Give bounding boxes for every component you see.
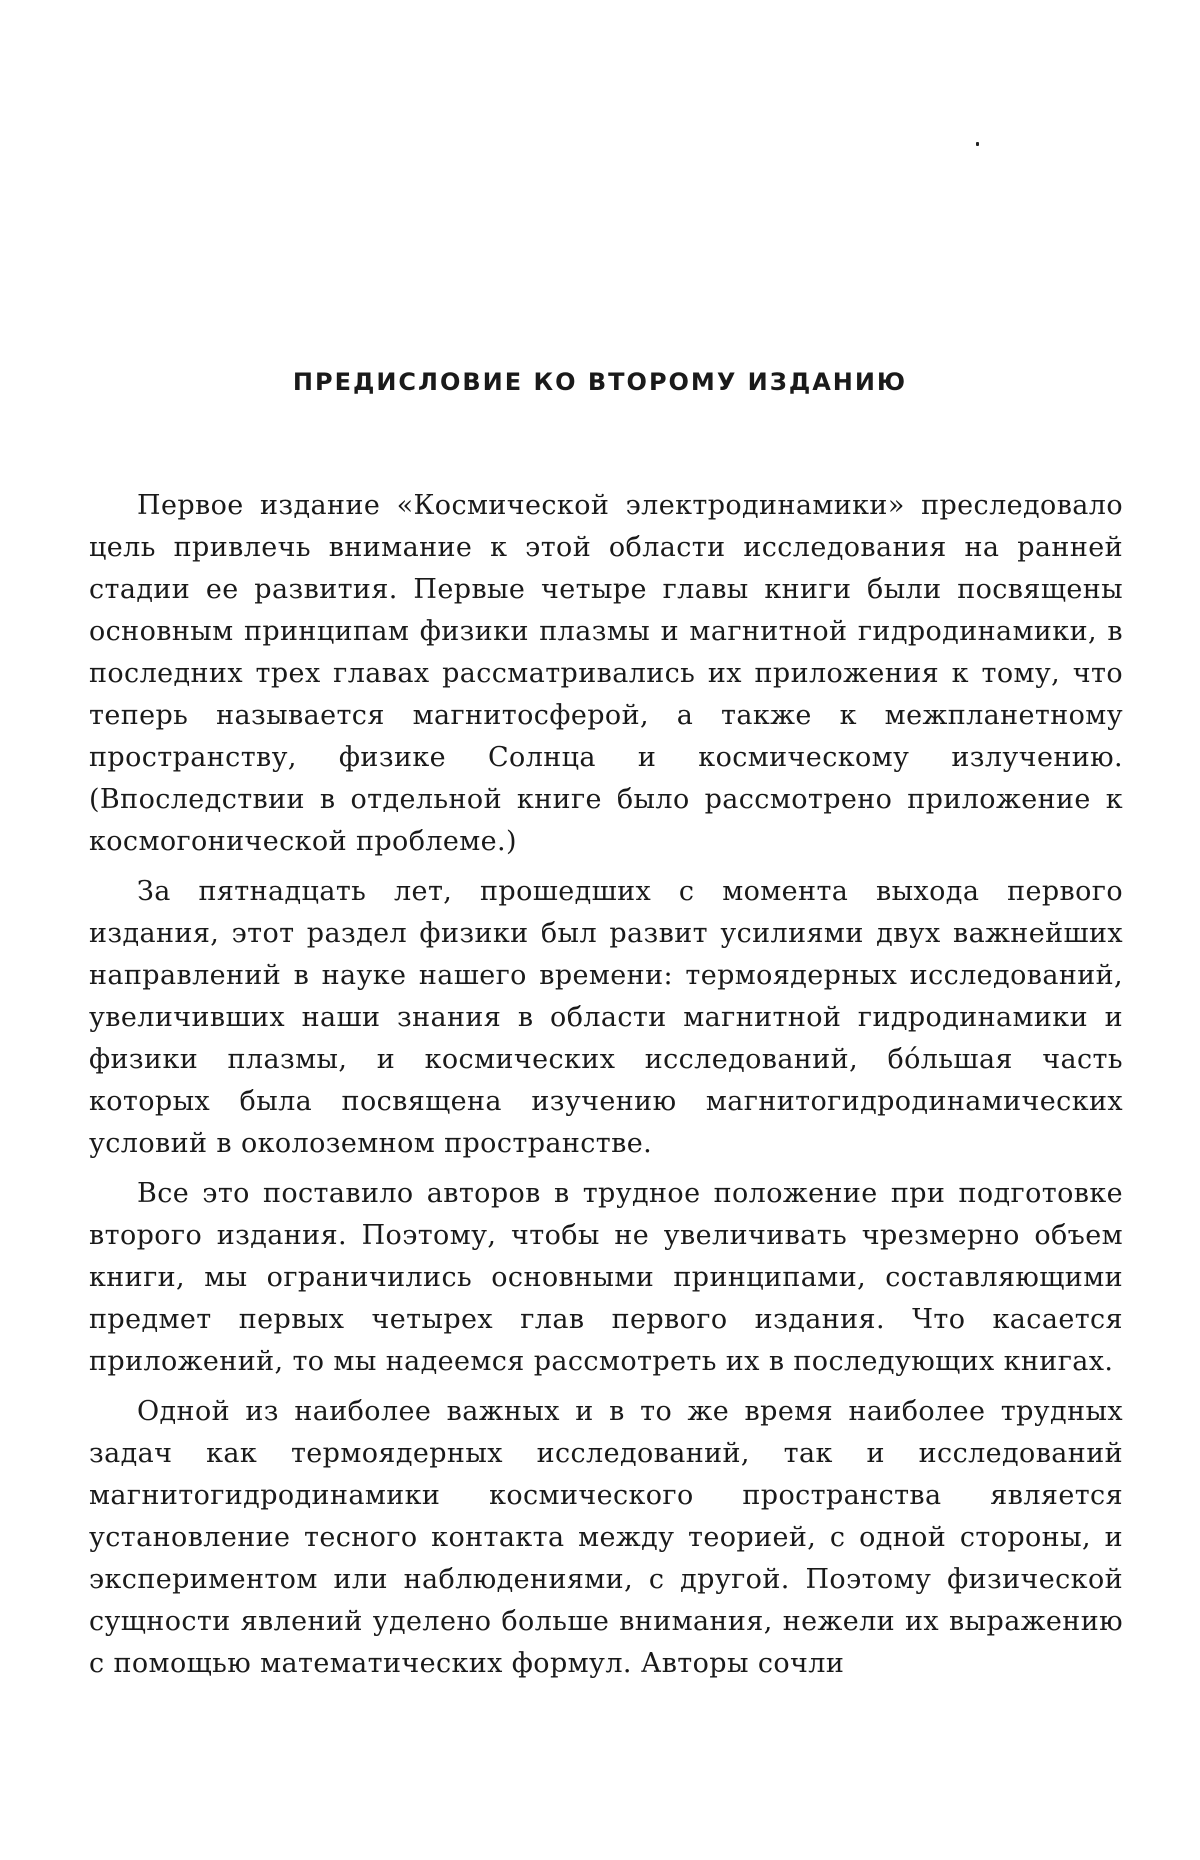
paragraph-4: Одной из наиболее важных и в то же время наиболее трудных задач как термоядерных исследований, так и исследований магнитогидродинамики космического пространства является установление тесного контакта между теорией, с одной стороны, и экспериментом или наблюдениями, с другой. Поэтому физической сущности явлений уделено больше внимания, нежели их выражению с помощью математических формул. Авторы сочли [89, 1396, 1123, 1679]
paragraph-3: Все это поставило авторов в трудное положение при подготовке второго издания. Поэтому, чтобы не увеличивать чрезмерно объем книги, мы ограничились основными принципами, составляющими предмет первых четырех глав первого издания. Что касается приложений, то мы надеемся рассмотреть их в последующих книгах. [89, 1178, 1123, 1377]
page-heading: ПРЕДИСЛОВИЕ КО ВТОРОМУ ИЗДАНИЮ [292, 368, 908, 396]
paragraph-2: За пятнадцать лет, прошедших с момента выхода первого издания, этот раздел физики был развит усилиями двух важнейших направлений в науке нашего времени: термоядерных исследований, увеличивших наши знания в области магнитной гидродинамики и физики плазмы, и космических исследований, бóльшая часть которых была посвящена изучению магнитогидродинамических условий в околоземном пространстве. [89, 876, 1123, 1159]
print-speck [976, 142, 979, 146]
paragraph-1: Первое издание «Космической электродинамики» преследовало цель привлечь внимание к этой области исследования на ранней стадии ее развития. Первые четыре главы книги были посвящены основным принципам физики плазмы и магнитной гидродинамики, в последних трех главах рассматривались их приложения к тому, что теперь называется магнитосферой, а также к межпланетному пространству, физике Солнца и космическому излучению. (Впоследствии в отдельной книге было рассмотрено приложение к космогонической проблеме.) [89, 490, 1123, 857]
body-text [89, 485, 1123, 1685]
